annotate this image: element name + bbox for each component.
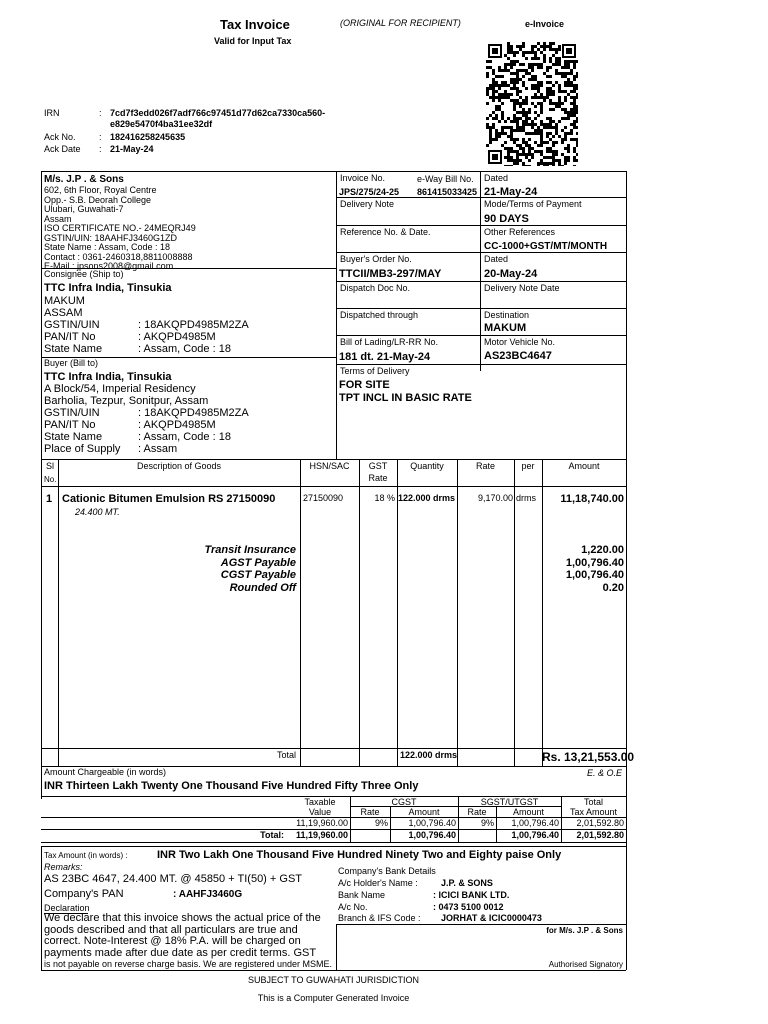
consignee-gstin: : 18AKQPD4985M2ZA [138,319,249,331]
terms-label: Terms of Delivery [340,366,410,376]
buyer-state: : Assam, Code : 18 [138,431,231,443]
declaration-text [44,913,332,971]
col-hsn: HSN/SAC [309,461,350,471]
invoice-title: Tax Invoice [220,17,290,32]
buyer-pan-label: PAN/IT No [44,419,96,431]
charges-amounts [542,544,624,594]
delivery-note-date-label: Delivery Note Date [484,283,560,293]
buyer-order-label: Buyer's Order No. [340,254,412,264]
tax-total-total: 2,01,592.80 [576,830,624,840]
destination-label: Destination [484,310,530,320]
tax-row-cgst-rate: 9% [374,818,388,828]
buyer-pan: : AKQPD4985M [138,419,216,431]
col-description: Description of Goods [136,461,222,471]
tax-words-label: Tax Amount (in words) : [44,851,128,860]
consignee-heading: Consignee (Ship to) [44,269,124,279]
seller-line: E-Mail : jpsons2008@gmail.com [44,261,174,271]
seller-name: M/s. J.P . & Sons [44,174,124,185]
buyer-state-label: State Name [44,431,103,443]
other-ref-label: Other References [484,227,556,237]
item-description: Cationic Bitumen Emulsion RS 27150090 [62,493,276,505]
tax-col-value: Value [308,807,332,817]
tax-total-sgst: 1,00,796.40 [511,830,559,840]
grand-total: Rs. 13,21,553.00 [542,750,635,764]
irn-value-line2: e829e5470f4ba31ee32df [110,119,213,129]
invoice-no: JPS/275/24-25 [339,187,400,197]
col-gst: GST [368,461,388,471]
buyer-pos: : Assam [138,443,178,455]
bill-lading: 181 dt. 21-May-24 [339,351,431,363]
charge-amount: 0.20 [602,581,624,594]
bill-lading-label: Bill of Lading/LR-RR No. [340,337,439,347]
buyer-order-date: 20-May-24 [484,268,538,280]
dispatched-through-label: Dispatched through [340,310,419,320]
consignee-state-label: State Name [44,343,103,355]
item-rate: 9,170.00 [477,493,513,503]
item-per: drms [516,493,536,503]
jurisdiction: SUBJECT TO GUWAHATI JURISDICTION [247,975,419,985]
item-gst: 18 % [374,493,395,503]
col-quantity: Quantity [410,461,444,471]
eway-no: 861415033425 [417,187,478,197]
tax-col-sgst-amount: Amount [512,807,545,817]
irn-value-line1: 7cd7f3edd026f7adf766c97451d77d62ca7330ca560- [110,108,326,118]
declaration-line: We declare that this invoice shows the actual price of the [44,912,321,924]
item-sl: 1 [46,493,53,505]
seller-line: State Name : Assam, Code : 18 [44,242,171,252]
company-pan: : AAHFJ3460G [173,889,243,900]
item-hsn: 27150090 [303,493,344,503]
consignee-line2: ASSAM [44,307,83,319]
declaration-label: Declaration [44,903,90,913]
buyer-gstin: : 18AKQPD4985M2ZA [138,407,249,419]
seller-line: ISO CERTIFICATE NO.- 24MEQRJ49 [44,223,196,233]
motor-vehicle: AS23BC4647 [484,350,552,362]
charge-label: CGST Payable [220,569,296,581]
ack-date-value: 21-May-24 [110,144,154,154]
motor-vehicle-label: Motor Vehicle No. [484,337,556,347]
tax-col-sgst-rate: Rate [467,807,487,817]
item-quantity: 122.000 drms [397,493,455,503]
mode-terms: 90 DAYS [484,213,529,225]
buyer-order: TTCII/MB3-297/MAY [339,268,442,280]
ac-no: : 0473 5100 0012 [433,902,504,912]
eoe-label: E. & O.E [586,768,622,778]
tax-row-total: 2,01,592.80 [576,818,624,828]
copy-label: (ORIGINAL FOR RECIPIENT) [340,18,461,28]
dispatch-doc-label: Dispatch Doc No. [340,283,411,293]
tax-col-total: Total [583,797,603,807]
declaration-line: goods described and that all particulars are true and [44,923,298,936]
col-gst-rate: Rate [368,473,388,483]
charge-label: Rounded Off [229,581,296,594]
item-amount: 11,18,740.00 [560,493,624,505]
mode-terms-label: Mode/Terms of Payment [484,199,582,209]
authorised-signatory: Authorised Signatory [548,960,623,969]
col-amount: Amount [568,461,600,471]
total-label: Total [276,750,296,760]
einvoice-label: e-Invoice [525,19,565,29]
amount-words: INR Thirteen Lakh Twenty One Thousand Five Hundred Fifty Three Only [44,780,419,792]
tax-col-cgst: CGST [391,797,417,807]
charge-label: Transit Insurance [204,544,296,556]
destination: MAKUM [484,322,527,334]
bank-name: : ICICI BANK LTD. [433,890,510,900]
buyer-pos-label: Place of Supply [44,443,121,455]
tax-total-label: Total: [260,830,284,840]
col-sl: Sl [46,461,55,471]
seller-line: Contact : 0361-2460318,8811008888 [44,251,193,262]
buyer-name: TTC Infra India, Tinsukia [44,371,172,383]
declaration-line: is not payable on reverse charge basis. We are registered under MSME. [44,959,332,969]
qr-code-icon [486,42,578,166]
tax-col-cgst-rate: Rate [360,807,380,817]
total-quantity: 122.000 drms [400,750,458,760]
declaration-line: payments made after due date as per credit terms. GST [44,946,317,959]
bank-name-label: Bank Name [338,890,386,900]
ac-holder: J.P. & SONS [441,878,493,888]
seller-line: Assam [44,213,72,224]
tax-row-cgst-amount: 1,00,796.40 [408,818,456,828]
declaration-line: correct. Note-Interest @ 18% P.A. will be charged on [44,935,301,947]
delivery-note-label: Delivery Note [340,199,395,209]
seller-line: Opp.- S.B. Deorah College [44,194,152,205]
invoice-subtitle: Valid for Input Tax [214,36,292,46]
other-ref: CC-1000+GST/MT/MONTH [484,241,608,252]
seller-address [44,186,196,272]
buyer-heading: Buyer (Bill to) [44,358,99,368]
charge-amount: 1,00,796.40 [565,569,624,581]
seller-line: Ulubari, Guwahati-7 [44,204,124,214]
eway-label: e-Way Bill No. [417,174,474,184]
tax-row-taxable: 11,19,960.00 [296,818,348,828]
company-pan-label: Company's PAN [44,888,124,900]
ack-date-colon: : [99,144,102,154]
consignee-gstin-label: GSTIN/UIN [44,319,100,331]
ac-holder-label: A/c Holder's Name : [338,878,418,888]
tax-total-taxable: 11,19,960.00 [295,830,348,840]
remarks-value: AS 23BC 4647, 24.400 MT. @ 45850 + TI(50) + GST [44,873,302,885]
seller-line: 602, 6th Floor, Royal Centre [44,185,157,195]
ack-no-colon: : [99,132,102,142]
reference-label: Reference No. & Date. [340,227,431,237]
tax-col-taxable: Taxable [304,797,336,807]
dated-label: Dated [484,173,509,183]
consignee-name: TTC Infra India, Tinsukia [44,282,172,294]
remarks-label: Remarks: [44,862,83,872]
tax-row-sgst-amount: 1,00,796.40 [511,818,559,828]
tax-col-sgst: SGST/UTGST [480,797,539,807]
ack-no-label: Ack No. [44,132,76,142]
terms-line2: TPT INCL IN BASIC RATE [339,392,472,404]
invoice-date: 21-May-24 [484,186,538,198]
ack-date-label: Ack Date [44,144,81,154]
buyer-order-date-label: Dated [484,254,509,264]
col-sl-no: No. [44,475,57,484]
tax-col-cgst-amount: Amount [408,807,440,817]
for-company: for M/s. J.P . & Sons [546,926,623,935]
ack-no-value: 182416258245635 [110,132,186,142]
charge-label: AGST Payable [220,556,296,569]
tax-total-cgst: 1,00,796.40 [408,830,456,840]
tax-col-tax-amount: Tax Amount [569,807,618,817]
consignee-line1: MAKUM [44,295,85,307]
consignee-pan: : AKQPD4985M [138,331,216,343]
buyer-line2: Barholia, Tezpur, Sonitpur, Assam [44,395,209,407]
computer-generated-note: This is a Computer Generated Invoice [257,993,410,1003]
branch-label: Branch & IFS Code : [338,913,421,923]
invoice-no-label: Invoice No. [340,173,386,183]
charges-labels [58,544,296,594]
item-sub-description: 24.400 MT. [75,507,120,517]
tax-row-sgst-rate: 9% [480,818,494,828]
buyer-gstin-label: GSTIN/UIN [44,407,100,419]
terms-line1: FOR SITE [339,379,390,391]
consignee-state: : Assam, Code : 18 [138,343,231,355]
charge-amount: 1,220.00 [581,544,624,556]
amount-words-label: Amount Chargeable (in words) [44,767,167,777]
branch: JORHAT & ICIC0000473 [441,913,542,923]
charge-amount: 1,00,796.40 [565,556,624,569]
tax-words: INR Two Lakh One Thousand Five Hundred Ninety Two and Eighty paise Only [157,849,562,861]
irn-colon: : [99,108,102,118]
col-rate: Rate [475,461,495,471]
seller-line: GSTIN/UIN: 18AAHFJ3460G1ZD [44,232,178,243]
irn-label: IRN [44,108,60,118]
consignee-pan-label: PAN/IT No [44,331,96,343]
bank-heading: Company's Bank Details [338,866,436,876]
buyer-line1: A Block/54, Imperial Residency [44,383,196,395]
ac-no-label: A/c No. [338,902,368,912]
col-per: per [521,461,535,471]
